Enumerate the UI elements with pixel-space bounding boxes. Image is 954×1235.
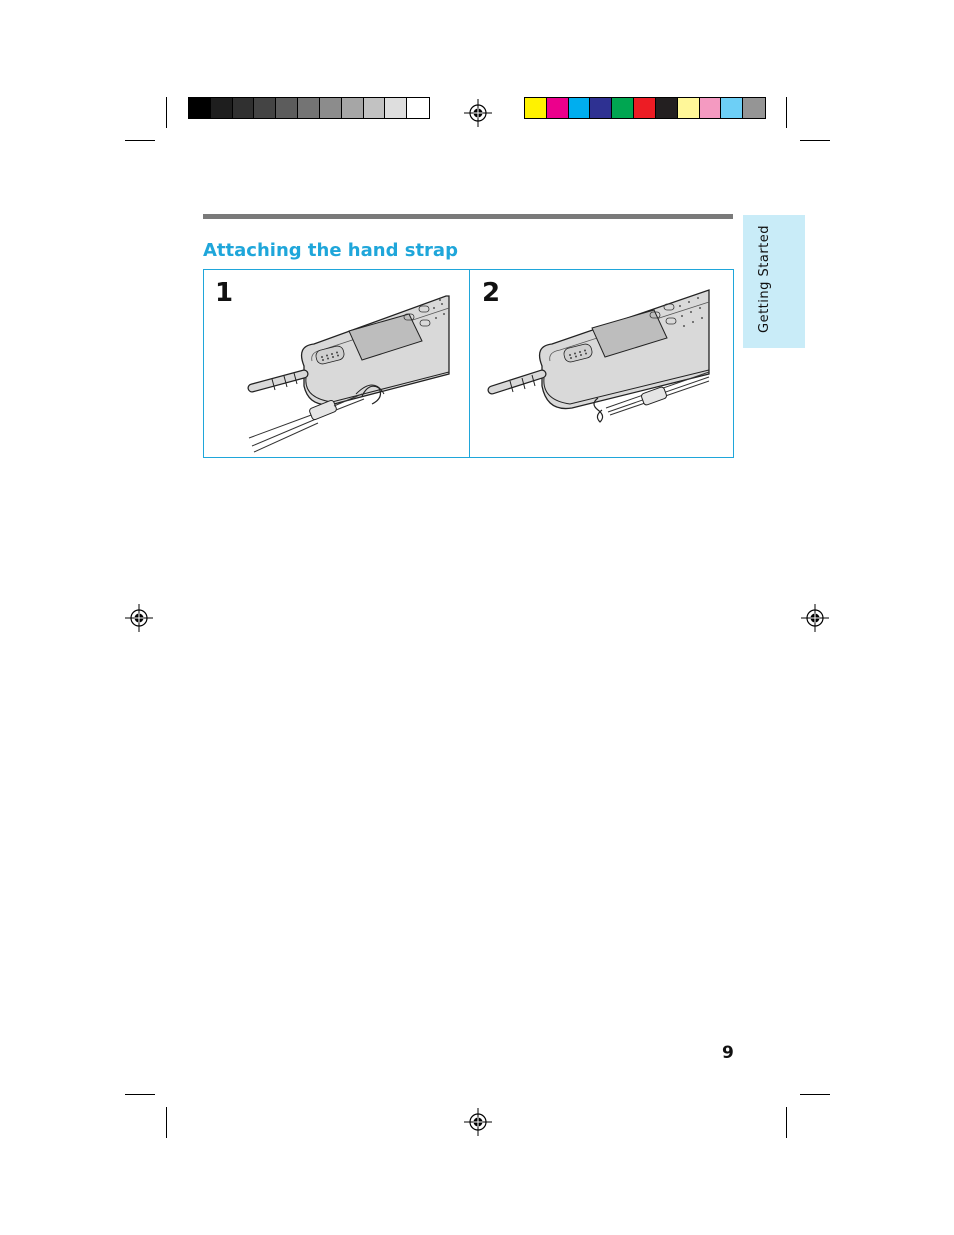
color-swatch <box>678 98 700 118</box>
color-swatch <box>320 98 342 118</box>
color-swatch <box>276 98 298 118</box>
color-swatch <box>743 98 765 118</box>
registration-mark-icon <box>464 99 492 127</box>
phone-with-strap-loop-icon <box>244 286 466 456</box>
color-swatch <box>254 98 276 118</box>
color-swatch <box>211 98 233 118</box>
color-swatch <box>525 98 547 118</box>
crop-mark <box>800 140 830 141</box>
registration-mark-icon <box>125 604 153 632</box>
color-swatch <box>407 98 429 118</box>
color-swatch <box>385 98 407 118</box>
crop-mark <box>125 140 155 141</box>
color-swatch <box>547 98 569 118</box>
phone-with-strap-attached-icon <box>484 286 714 456</box>
color-swatch <box>189 98 211 118</box>
color-swatch <box>612 98 634 118</box>
grayscale-calibration-bar <box>188 97 430 119</box>
registration-mark-icon <box>801 604 829 632</box>
step-number: 2 <box>482 278 501 308</box>
page-number: 9 <box>722 1043 734 1063</box>
color-swatch <box>721 98 743 118</box>
color-swatch <box>634 98 656 118</box>
registration-mark-icon <box>464 1108 492 1136</box>
chapter-tab <box>743 215 805 348</box>
color-swatch <box>590 98 612 118</box>
step-number: 1 <box>215 278 234 308</box>
crop-mark <box>800 1094 830 1095</box>
color-swatch <box>233 98 255 118</box>
illustration-panel <box>203 269 734 458</box>
section-rule <box>203 214 733 219</box>
crop-mark <box>786 97 787 128</box>
crop-mark <box>166 97 167 128</box>
color-swatch <box>569 98 591 118</box>
crop-mark <box>786 1107 787 1138</box>
color-calibration-bar <box>524 97 766 119</box>
crop-mark <box>125 1094 155 1095</box>
color-swatch <box>298 98 320 118</box>
panel-divider <box>469 270 470 457</box>
color-swatch <box>656 98 678 118</box>
section-heading: Attaching the hand strap <box>203 240 458 261</box>
color-swatch <box>700 98 722 118</box>
color-swatch <box>342 98 364 118</box>
chapter-tab-label: Getting Started <box>757 224 772 333</box>
crop-mark <box>166 1107 167 1138</box>
color-swatch <box>364 98 386 118</box>
